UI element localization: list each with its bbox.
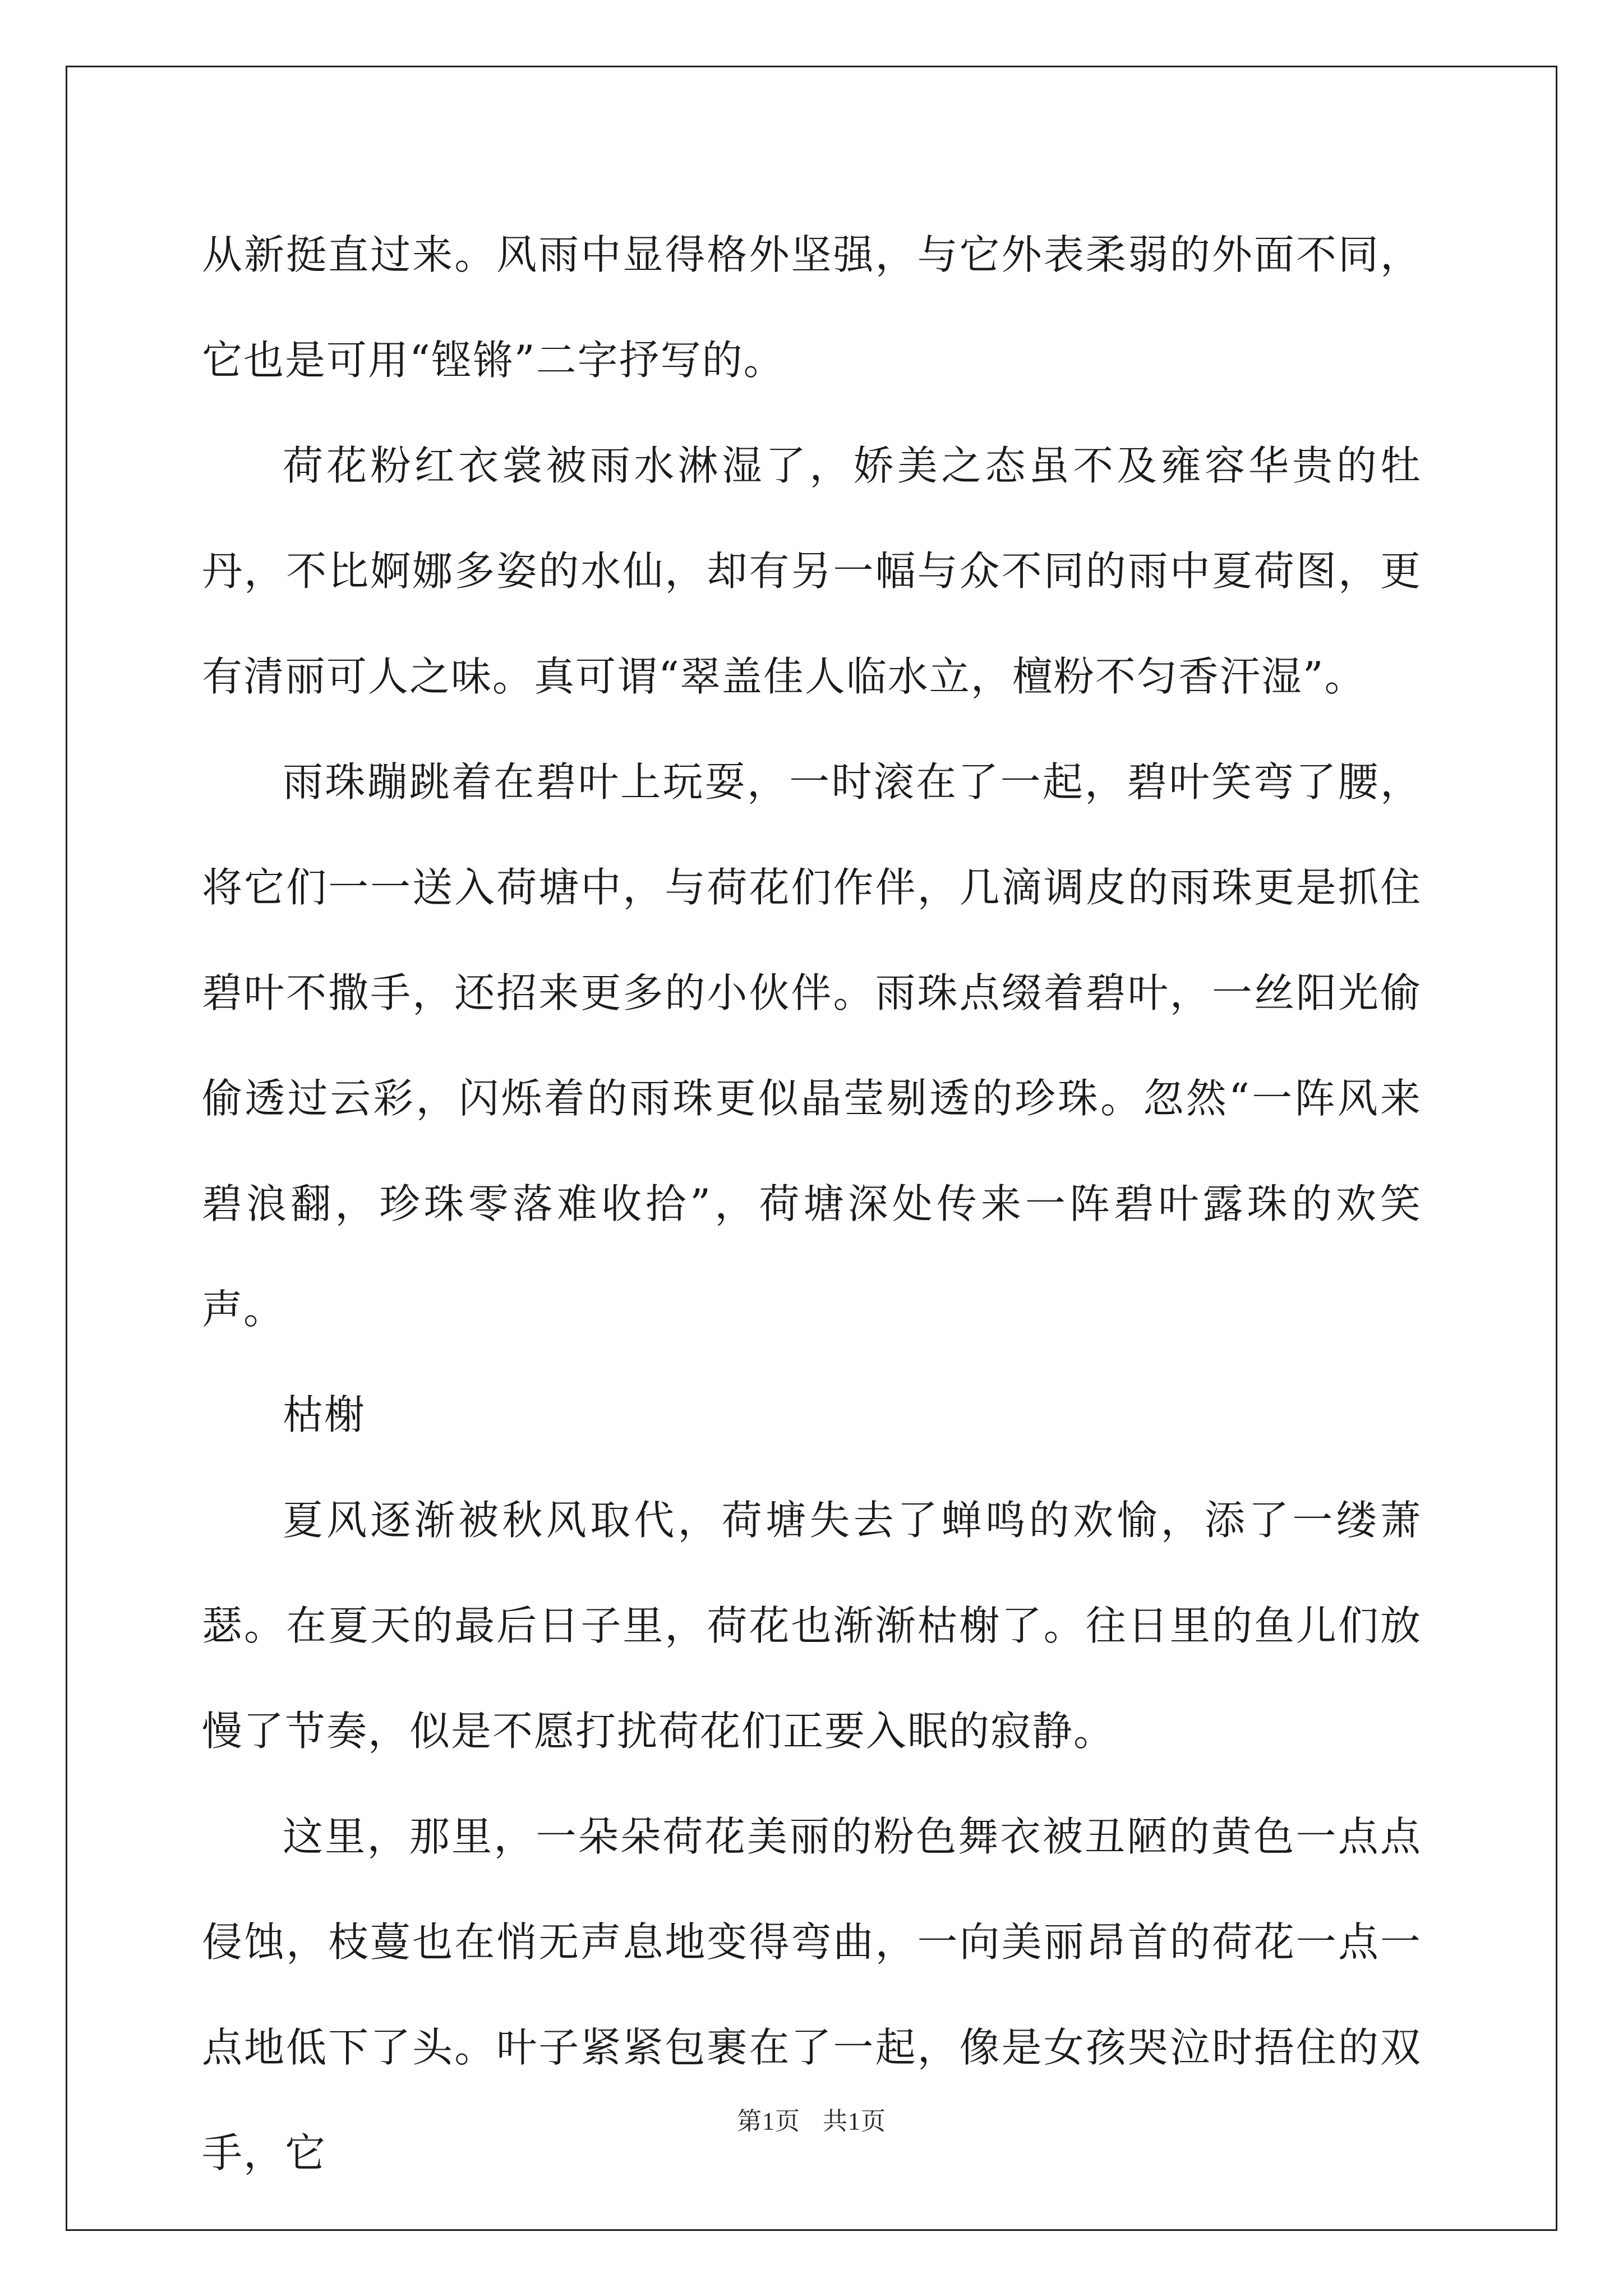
page-footer — [0, 2101, 1623, 2137]
document-body — [202, 202, 1422, 2206]
section-heading-withering: 枯榭 — [283, 1391, 366, 1438]
paragraph-1: 从新挺直过来。风雨中显得格外坚强，与它外表柔弱的外面不同，它也是可用“铿锵”二字抒写的。 — [202, 231, 1422, 384]
paragraph-5: 这里，那里，一朵朵荷花美丽的粉色舞衣被丑陋的黄色一点点侵蚀，枝蔓也在悄无声息地变得弯曲，一向美丽昂首的荷花一点一点地低下了头。叶子紧紧包裹在了一起，像是女孩哭泣时捂住的双手，它 — [202, 1813, 1422, 2177]
paragraph-2: 荷花粉红衣裳被雨水淋湿了，娇美之态虽不及雍容华贵的牡丹，不比婀娜多姿的水仙，却有另一幅与众不同的雨中夏荷图，更有清丽可人之味。真可谓“翠盖佳人临水立，檀粉不匀香汗湿”。 — [202, 442, 1422, 700]
paragraph-4: 夏风逐渐被秋风取代，荷塘失去了蝉鸣的欢愉，添了一缕萧瑟。在夏天的最后日子里，荷花也渐渐枯榭了。往日里的鱼儿们放慢了节奏，似是不愿打扰荷花们正要入眠的寂静。 — [202, 1497, 1422, 1755]
page-number: 第1页 — [737, 2108, 800, 2135]
page-total: 共1页 — [823, 2108, 886, 2135]
paragraph-3: 雨珠蹦跳着在碧叶上玩耍，一时滚在了一起，碧叶笑弯了腰，将它们一一送入荷塘中，与荷花们作伴，几滴调皮的雨珠更是抓住碧叶不撒手，还招来更多的小伙伴。雨珠点缀着碧叶，一丝阳光偷偷透过云彩，闪烁着的雨珠更似晶莹剔透的珍珠。忽然“一阵风来碧浪翻，珍珠零落难收拾”，荷塘深处传来一阵碧叶露珠的欢笑声。 — [202, 758, 1422, 1333]
